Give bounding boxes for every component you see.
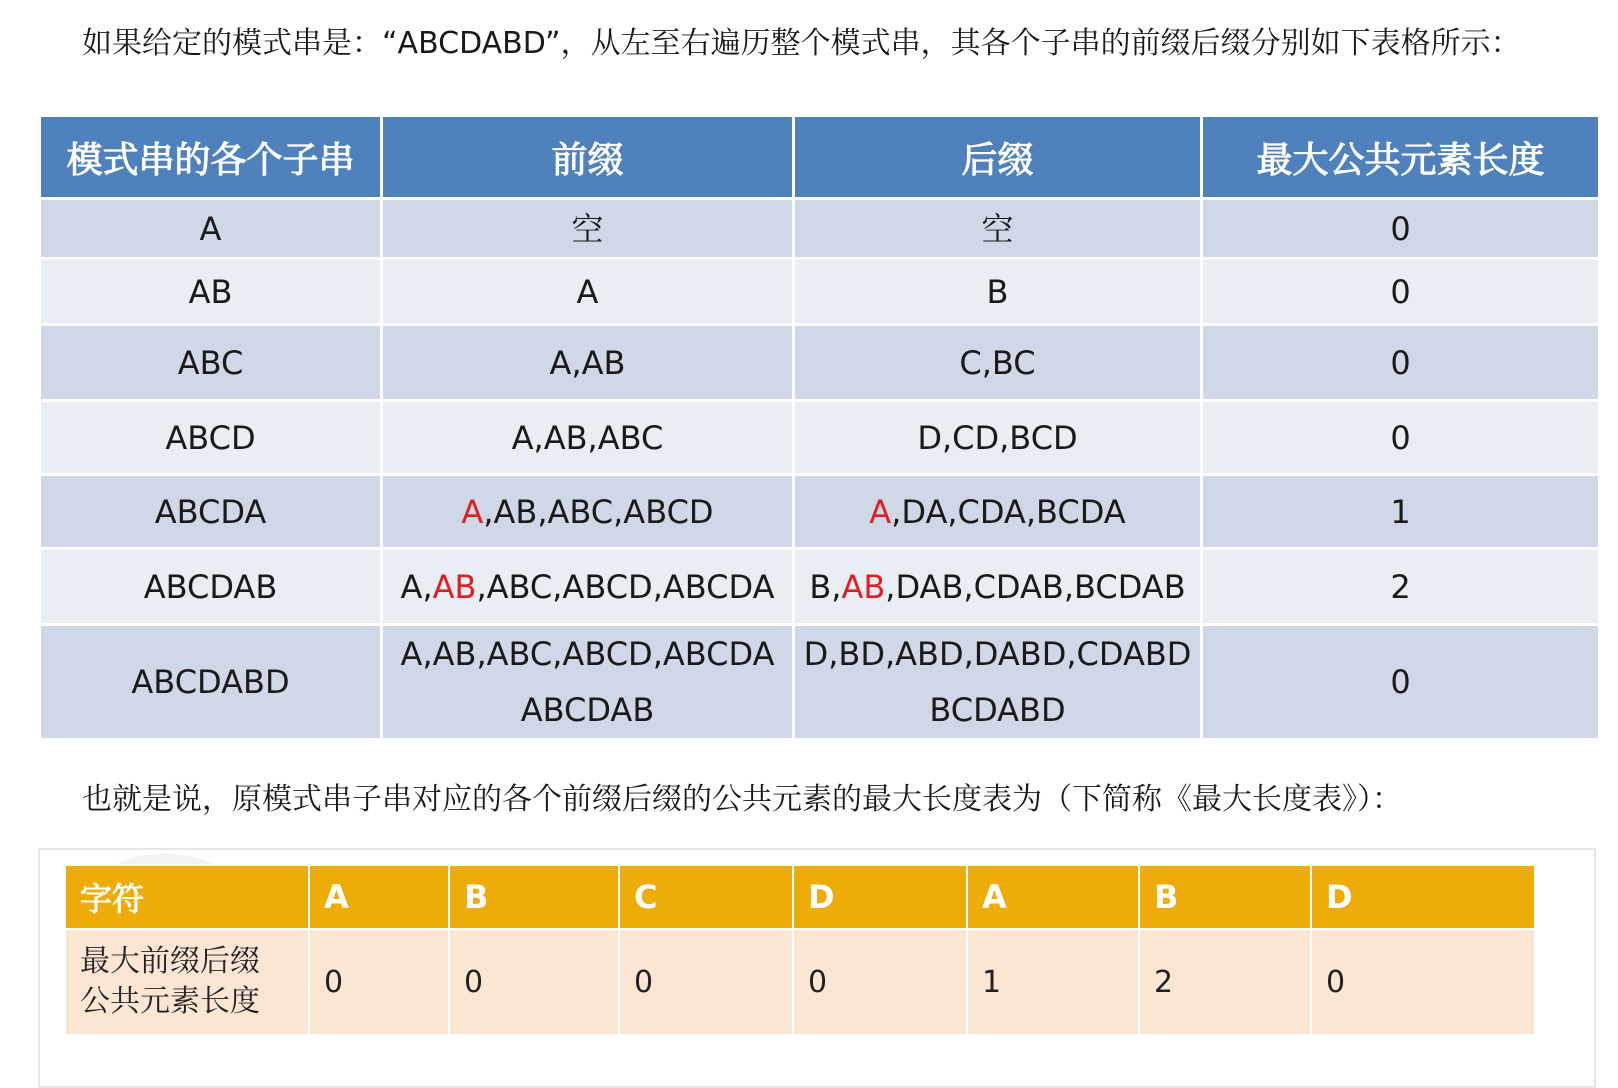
prefix-cell xyxy=(382,259,794,325)
prefix-text: ABCDAB xyxy=(520,691,655,729)
suffix-text: C,BC xyxy=(959,343,1036,382)
prefix-suffix-table xyxy=(38,114,1601,741)
header-substring: 模式串的各个子串 xyxy=(40,116,382,199)
prefix-cell xyxy=(382,625,794,740)
intro-paragraph: 如果给定的模式串是：“ABCDABD”，从左至右遍历整个模式串，其各个子串的前缀后缀分别如下表格所示： xyxy=(82,26,1521,61)
char-cell: A xyxy=(309,865,449,929)
substring-cell: ABCDABD xyxy=(40,625,382,740)
substring-cell: ABCD xyxy=(40,401,382,475)
header-prefix: 前缀 xyxy=(382,116,794,199)
suffix-cell xyxy=(794,325,1202,401)
row-label-line-2: 公共元素长度 xyxy=(80,984,260,1019)
suffix-cell xyxy=(794,475,1202,549)
suffix-text: BCDABD xyxy=(929,691,1066,729)
suffix-text: D,CD,BCD xyxy=(917,418,1078,457)
prefix-text: 空 xyxy=(571,209,604,248)
max-length-cell: 0 xyxy=(1202,325,1600,401)
suffix-cell xyxy=(794,401,1202,475)
max-length-value-cell: 1 xyxy=(967,929,1139,1035)
suffix-text: B xyxy=(986,272,1009,311)
max-length-cell: 2 xyxy=(1202,549,1600,625)
header-max-length: 最大公共元素长度 xyxy=(1202,116,1600,199)
char-cell: D xyxy=(1311,865,1535,929)
char-cell: D xyxy=(793,865,967,929)
table-row xyxy=(40,401,1600,475)
suffix-match-highlight: AB xyxy=(841,567,886,606)
suffix-match-highlight: A xyxy=(869,492,892,531)
prefix-text: A, xyxy=(400,567,433,606)
max-length-row-label xyxy=(65,929,309,1035)
suffix-text: ,DAB,CDAB,BCDAB xyxy=(885,567,1186,606)
prefix-cell xyxy=(382,325,794,401)
table-row xyxy=(40,549,1600,625)
prefix-cell xyxy=(382,475,794,549)
max-length-cell: 0 xyxy=(1202,259,1600,325)
header-suffix: 后缀 xyxy=(794,116,1202,199)
char-cell: A xyxy=(967,865,1139,929)
substring-cell: ABC xyxy=(40,325,382,401)
substring-cell: ABCDAB xyxy=(40,549,382,625)
max-length-value-cell: 0 xyxy=(1311,929,1535,1035)
prefix-cell xyxy=(382,401,794,475)
suffix-text: ,DA,CDA,BCDA xyxy=(891,492,1126,531)
max-length-cell: 0 xyxy=(1202,401,1600,475)
prefix-text: A,AB,ABC,ABCD,ABCDA xyxy=(400,635,775,673)
table-row xyxy=(40,199,1600,259)
suffix-cell xyxy=(794,259,1202,325)
table-header-row xyxy=(40,116,1600,199)
suffix-cell xyxy=(794,199,1202,259)
max-length-cell: 1 xyxy=(1202,475,1600,549)
max-length-value-cell: 0 xyxy=(793,929,967,1035)
substring-cell: AB xyxy=(40,259,382,325)
row-label-line-1: 最大前缀后缀 xyxy=(80,944,260,979)
char-header-label: 字符 xyxy=(65,865,309,929)
max-length-row xyxy=(65,929,1535,1035)
prefix-text: A,AB xyxy=(549,343,626,382)
char-cell: B xyxy=(449,865,619,929)
prefix-text: A xyxy=(576,272,599,311)
table-row xyxy=(40,625,1600,740)
max-length-value-cell: 0 xyxy=(619,929,793,1035)
suffix-text: D,BD,ABD,DABD,CDABD xyxy=(803,635,1192,673)
max-length-table xyxy=(64,864,1536,1036)
table-body xyxy=(40,199,1600,740)
suffix-cell xyxy=(794,549,1202,625)
char-row xyxy=(65,865,1535,929)
summary-paragraph: 也就是说，原模式串子串对应的各个前缀后缀的公共元素的最大长度表为（下简称《最大长度表》）： xyxy=(82,782,1402,817)
prefix-text: ,ABC,ABCD,ABCDA xyxy=(476,567,775,606)
prefix-cell xyxy=(382,549,794,625)
max-length-value-cell: 2 xyxy=(1139,929,1311,1035)
substring-cell: ABCDA xyxy=(40,475,382,549)
max-length-cell: 0 xyxy=(1202,625,1600,740)
max-length-cell: 0 xyxy=(1202,199,1600,259)
table-row xyxy=(40,325,1600,401)
prefix-cell xyxy=(382,199,794,259)
table-row xyxy=(40,475,1600,549)
prefix-match-highlight: AB xyxy=(432,567,477,606)
suffix-text: 空 xyxy=(981,209,1014,248)
table-row xyxy=(40,259,1600,325)
prefix-match-highlight: A xyxy=(461,492,484,531)
prefix-text: A,AB,ABC xyxy=(511,418,664,457)
max-length-value-cell: 0 xyxy=(309,929,449,1035)
max-length-value-cell: 0 xyxy=(449,929,619,1035)
suffix-text: B, xyxy=(809,567,842,606)
substring-cell: A xyxy=(40,199,382,259)
char-cell: C xyxy=(619,865,793,929)
suffix-cell xyxy=(794,625,1202,740)
prefix-text: ,AB,ABC,ABCD xyxy=(483,492,714,531)
char-cell: B xyxy=(1139,865,1311,929)
